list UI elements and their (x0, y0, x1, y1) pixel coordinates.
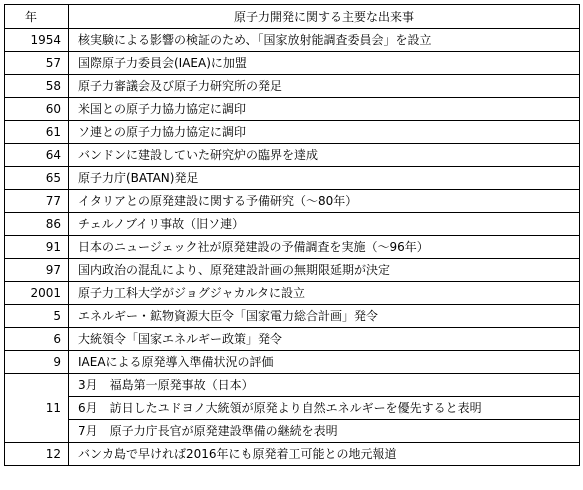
table-row (5, 374, 580, 397)
year-cell: 91 (5, 236, 69, 259)
year-cell: 1954 (5, 29, 69, 52)
nuclear-history-table (4, 4, 580, 466)
table-row (5, 121, 580, 144)
event-cell: 国際原子力委員会(IAEA)に加盟 (69, 52, 580, 75)
event-cell: 3月 福島第一原発事故（日本） (69, 374, 580, 397)
table-row (5, 144, 580, 167)
event-cell: 原子力審議会及び原子力研究所の発足 (69, 75, 580, 98)
year-cell: 57 (5, 52, 69, 75)
event-cell: 6月 訪日したユドヨノ大統領が原発より自然エネルギーを優先すると表明 (69, 397, 580, 420)
table-header-row (5, 5, 580, 29)
table-row (5, 420, 580, 443)
table-body (5, 29, 580, 466)
table-row (5, 305, 580, 328)
event-cell: 大統領令「国家エネルギー政策」発令 (69, 328, 580, 351)
event-column-header: 原子力開発に関する主要な出来事 (69, 5, 580, 29)
year-cell: 60 (5, 98, 69, 121)
event-cell: ソ連との原子力協力協定に調印 (69, 121, 580, 144)
table-row (5, 190, 580, 213)
year-cell: 86 (5, 213, 69, 236)
event-cell: バンカ島で早ければ2016年にも原発着工可能との地元報道 (69, 443, 580, 466)
year-cell: 5 (5, 305, 69, 328)
event-cell: バンドンに建設していた研究炉の臨界を達成 (69, 144, 580, 167)
event-cell: イタリアとの原発建設に関する予備研究（～80年） (69, 190, 580, 213)
table-row (5, 75, 580, 98)
table-row (5, 328, 580, 351)
year-column-header: 年 (5, 5, 69, 29)
year-cell: 9 (5, 351, 69, 374)
event-cell: 核実験による影響の検証のため、「国家放射能調査委員会」を設立 (69, 29, 580, 52)
year-cell: 6 (5, 328, 69, 351)
table-row (5, 443, 580, 466)
event-cell: 原子力庁(BATAN)発足 (69, 167, 580, 190)
table-row (5, 351, 580, 374)
year-cell: 2001 (5, 282, 69, 305)
event-cell: 原子力工科大学がジョグジャカルタに設立 (69, 282, 580, 305)
table-row (5, 236, 580, 259)
year-cell: 77 (5, 190, 69, 213)
event-cell: チェルノブイリ事故（旧ソ連） (69, 213, 580, 236)
event-cell: 7月 原子力庁長官が原発建設準備の継続を表明 (69, 420, 580, 443)
year-cell: 65 (5, 167, 69, 190)
table-row (5, 52, 580, 75)
table-row (5, 29, 580, 52)
table-row (5, 167, 580, 190)
table-row (5, 259, 580, 282)
year-cell: 11 (5, 374, 69, 443)
event-cell: 日本のニュージェック社が原発建設の予備調査を実施（～96年） (69, 236, 580, 259)
table-row (5, 213, 580, 236)
table-row (5, 397, 580, 420)
table-row (5, 98, 580, 121)
year-cell: 64 (5, 144, 69, 167)
year-cell: 12 (5, 443, 69, 466)
table-row (5, 282, 580, 305)
year-cell: 61 (5, 121, 69, 144)
event-cell: IAEAによる原発導入準備状況の評価 (69, 351, 580, 374)
event-cell: 米国との原子力協力協定に調印 (69, 98, 580, 121)
event-cell: 国内政治の混乱により、原発建設計画の無期限延期が決定 (69, 259, 580, 282)
event-cell: エネルギー・鉱物資源大臣令「国家電力総合計画」発令 (69, 305, 580, 328)
year-cell: 58 (5, 75, 69, 98)
year-cell: 97 (5, 259, 69, 282)
